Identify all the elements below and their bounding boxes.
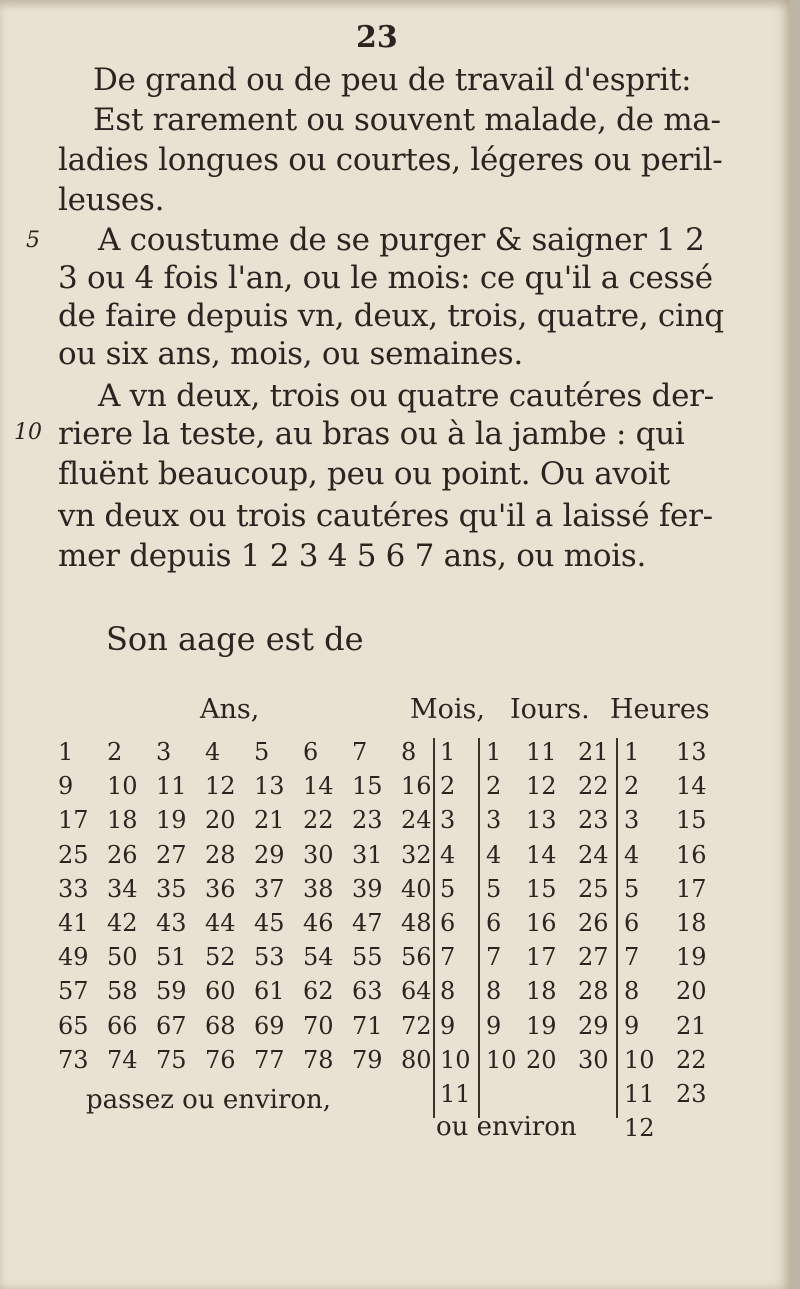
ans-cell: 22: [303, 806, 334, 835]
iours-cell: 22: [578, 772, 609, 801]
ans-header: Ans,: [200, 694, 260, 725]
heures-cell: 3: [624, 806, 640, 835]
ans-cell: 17: [58, 806, 89, 835]
iours-cell: 1: [486, 738, 502, 766]
ans-cell: 54: [303, 943, 334, 972]
iours-cell: 23: [578, 806, 609, 835]
text-line: vn deux ou trois cautéres qu'il a laissé fer-: [58, 498, 713, 534]
ans-cell: 7: [352, 738, 368, 766]
mois-cell: 4: [440, 840, 456, 869]
mois-header: Mois,: [410, 694, 485, 725]
ans-cell: 65: [58, 1011, 89, 1040]
text-line: de faire depuis vn, deux, trois, quatre, cinq: [58, 298, 724, 334]
heures-cell: 21: [676, 1011, 707, 1040]
ans-cell: 21: [254, 806, 285, 835]
ans-cell: 61: [254, 977, 285, 1006]
ans-cell: 48: [401, 909, 432, 937]
iours-cell: 11: [526, 738, 557, 766]
ans-cell: 69: [254, 1011, 285, 1040]
column-divider: [616, 738, 618, 1118]
text-line: riere la teste, au bras ou à la jambe : qui: [58, 416, 685, 452]
ans-cell: 25: [58, 840, 89, 869]
mois-cell: 1: [440, 738, 456, 766]
iours-cell: 28: [578, 977, 609, 1006]
iours-cell: 27: [578, 943, 609, 972]
ans-cell: 59: [156, 977, 187, 1006]
ans-cell: 5: [254, 738, 270, 766]
ans-cell: 67: [156, 1011, 187, 1040]
iours-header: Iours.: [510, 694, 590, 725]
ans-row: [58, 841, 450, 869]
text-line: mer depuis 1 2 3 4 5 6 7 ans, ou mois.: [58, 538, 647, 574]
heures-header: Heures: [610, 694, 710, 725]
ans-cell: 1: [58, 738, 74, 766]
ans-cell: 24: [401, 806, 432, 835]
ans-cell: 20: [205, 806, 236, 835]
ans-cell: 37: [254, 874, 285, 903]
ans-cell: 2: [107, 738, 123, 766]
ans-cell: 28: [205, 840, 236, 869]
ans-cell: 53: [254, 943, 285, 972]
ans-cell: 23: [352, 806, 383, 835]
ans-cell: 52: [205, 943, 236, 972]
heures-cell: 16: [676, 840, 707, 869]
ans-cell: 50: [107, 943, 138, 972]
ans-cell: 8: [401, 738, 417, 766]
heures-cell: 23: [676, 1080, 707, 1108]
ans-cell: 36: [205, 874, 236, 903]
heures-cell: 6: [624, 909, 640, 937]
heures-cell: 2: [624, 772, 640, 801]
ans-cell: 51: [156, 943, 187, 972]
column-divider: [433, 738, 435, 1118]
iours-cell: 20: [526, 1045, 557, 1074]
iours-cell: 24: [578, 840, 609, 869]
iours-cell: 21: [578, 738, 609, 766]
ans-row: [58, 943, 450, 971]
heures-cell: 4: [624, 840, 640, 869]
ans-cell: 9: [58, 772, 74, 801]
margin-line-number: 5: [26, 228, 40, 253]
ans-row: [58, 1046, 450, 1074]
ans-cell: 70: [303, 1011, 334, 1040]
iours-cell: 7: [486, 943, 502, 972]
iours-cell: 9: [486, 1011, 502, 1040]
heures-cell: 19: [676, 943, 707, 972]
iours-cell: 10: [486, 1045, 517, 1074]
ans-cell: 27: [156, 840, 187, 869]
page-edge: [790, 0, 800, 1289]
age-heading: Son aage est de: [106, 620, 364, 658]
ans-cell: 78: [303, 1045, 334, 1074]
ans-cell: 45: [254, 909, 285, 937]
ans-cell: 39: [352, 874, 383, 903]
ans-cell: 77: [254, 1045, 285, 1074]
ans-cell: 66: [107, 1011, 138, 1040]
heures-cell: 22: [676, 1045, 707, 1074]
ans-cell: 43: [156, 909, 187, 937]
iours-cell: 18: [526, 977, 557, 1006]
margin-line-number: 10: [14, 420, 42, 445]
iours-cell: 25: [578, 874, 609, 903]
text-line: leuses.: [58, 182, 165, 218]
mois-cell: 3: [440, 806, 456, 835]
ans-cell: 46: [303, 909, 334, 937]
iours-cell: 8: [486, 977, 502, 1006]
ans-cell: 33: [58, 874, 89, 903]
ans-row: [58, 1012, 450, 1040]
ans-cell: 63: [352, 977, 383, 1006]
heures-cell: 5: [624, 874, 640, 903]
iours-cell: 16: [526, 909, 557, 937]
ans-cell: 4: [205, 738, 221, 766]
iours-cell: 17: [526, 943, 557, 972]
iours-cell: 12: [526, 772, 557, 801]
ans-cell: 71: [352, 1011, 383, 1040]
ans-cell: 68: [205, 1011, 236, 1040]
iours-cell: 13: [526, 806, 557, 835]
iours-cell: 4: [486, 840, 502, 869]
text-line: De grand ou de peu de travail d'esprit:: [93, 62, 692, 98]
ans-cell: 64: [401, 977, 432, 1006]
ans-cell: 12: [205, 772, 236, 801]
ans-row: [58, 772, 450, 800]
ans-cell: 34: [107, 874, 138, 903]
iours-cell: 3: [486, 806, 502, 835]
page-number: 23: [356, 20, 398, 55]
ans-cell: 79: [352, 1045, 383, 1074]
ans-cell: 29: [254, 840, 285, 869]
iours-cell: 6: [486, 909, 502, 937]
heures-cell: 10: [624, 1045, 655, 1074]
ans-cell: 62: [303, 977, 334, 1006]
ans-cell: 31: [352, 840, 383, 869]
iours-cell: 26: [578, 909, 609, 937]
ans-cell: 16: [401, 772, 432, 801]
ans-cell: 80: [401, 1045, 432, 1074]
iours-cell: 15: [526, 874, 557, 903]
ans-cell: 18: [107, 806, 138, 835]
ans-row: [58, 909, 450, 937]
mois-cell: 9: [440, 1011, 456, 1040]
ans-cell: 42: [107, 909, 138, 937]
ans-row: [58, 875, 450, 903]
text-line: A coustume de se purger & saigner 1 2: [98, 222, 705, 258]
text-line: Est rarement ou souvent malade, de ma-: [93, 102, 721, 138]
ans-cell: 49: [58, 943, 89, 972]
ans-cell: 74: [107, 1045, 138, 1074]
ans-cell: 38: [303, 874, 334, 903]
ans-cell: 15: [352, 772, 383, 801]
text-line: ou six ans, mois, ou semaines.: [58, 336, 523, 372]
iours-cell: 2: [486, 772, 502, 801]
ans-cell: 55: [352, 943, 383, 972]
ans-cell: 56: [401, 943, 432, 972]
ans-cell: 32: [401, 840, 432, 869]
text-line: 3 ou 4 fois l'an, ou le mois: ce qu'il a cessé: [58, 260, 713, 296]
heures-cell: 20: [676, 977, 707, 1006]
heures-cell: 12: [624, 1114, 655, 1143]
mois-cell: 11: [440, 1080, 471, 1108]
mois-cell: 7: [440, 943, 456, 972]
heures-cell: 13: [676, 738, 707, 766]
ans-footer: passez ou environ,: [86, 1085, 332, 1115]
iours-cell: 14: [526, 840, 557, 869]
iours-cell: 19: [526, 1011, 557, 1040]
ans-cell: 10: [107, 772, 138, 801]
heures-cell: 11: [624, 1080, 655, 1108]
heures-cell: 8: [624, 977, 640, 1006]
ans-cell: 11: [156, 772, 187, 801]
mois-cell: 10: [440, 1045, 471, 1074]
heures-cell: 9: [624, 1011, 640, 1040]
ans-cell: 76: [205, 1045, 236, 1074]
heures-cell: 1: [624, 738, 640, 766]
ans-cell: 57: [58, 977, 89, 1006]
ans-row: [58, 738, 450, 766]
heures-cell: 17: [676, 874, 707, 903]
text-line: fluënt beaucoup, peu ou point. Ou avoit: [58, 456, 670, 492]
ans-cell: 13: [254, 772, 285, 801]
ans-cell: 41: [58, 909, 89, 937]
ans-cell: 58: [107, 977, 138, 1006]
iours-cell: 30: [578, 1045, 609, 1074]
mois-cell: 6: [440, 909, 456, 937]
ans-cell: 14: [303, 772, 334, 801]
ans-cell: 75: [156, 1045, 187, 1074]
heures-cell: 7: [624, 943, 640, 972]
text-line: A vn deux, trois ou quatre cautéres der-: [98, 378, 714, 414]
ans-cell: 19: [156, 806, 187, 835]
ans-cell: 6: [303, 738, 319, 766]
mois-cell: 5: [440, 874, 456, 903]
ans-cell: 73: [58, 1045, 89, 1074]
heures-cell: 15: [676, 806, 707, 835]
ans-cell: 26: [107, 840, 138, 869]
ans-row: [58, 806, 450, 834]
text-line: ladies longues ou courtes, légeres ou peril-: [58, 142, 723, 178]
column-divider: [478, 738, 480, 1118]
ans-cell: 40: [401, 874, 432, 903]
ans-cell: 30: [303, 840, 334, 869]
iours-footer: ou environ: [436, 1112, 577, 1142]
mois-cell: 8: [440, 977, 456, 1006]
ans-cell: 44: [205, 909, 236, 937]
ans-cell: 35: [156, 874, 187, 903]
ans-row: [58, 977, 450, 1005]
ans-cell: 60: [205, 977, 236, 1006]
ans-cell: 3: [156, 738, 172, 766]
heures-cell: 18: [676, 909, 707, 937]
heures-cell: 14: [676, 772, 707, 801]
ans-cell: 47: [352, 909, 383, 937]
mois-cell: 2: [440, 772, 456, 801]
iours-cell: 5: [486, 874, 502, 903]
ans-cell: 72: [401, 1011, 432, 1040]
iours-cell: 29: [578, 1011, 609, 1040]
